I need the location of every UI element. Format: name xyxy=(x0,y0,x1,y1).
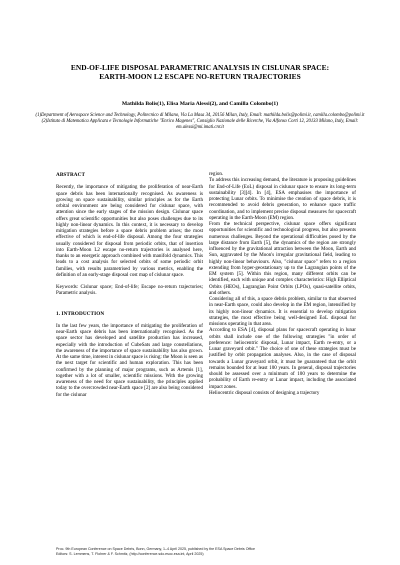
paragraph-1: region. xyxy=(209,171,224,177)
title-line-1: END-OF-LIFE DISPOSAL PARAMETRIC ANALYSIS IN CISLUNAR SPACE: xyxy=(70,63,330,72)
paragraph-5: According to ESA [4], disposal plans for spacecraft operating in lunar orbits shall include one of the following strategies "in order of preference: heliocentric disposal, Lunar impact, Earth re-entry, or a Lunar graveyard orbit." The choice of one of these strategies must be justified by orbit propagation analyses. Also, in the case of disposal towards a Lunar graveyard orbit, it must be guaranteed that the orbit remains bounded for at least 100 years. In general, disposal trajectories should be assessed over a minimum of 100 years to determine the probability of Earth re-entry or Lunar impact, including the associated impact zones. xyxy=(209,327,356,390)
paragraph-6: Heliocentric disposal consists of designing a trajectory xyxy=(209,389,320,396)
abstract-text: Recently, the importance of mitigating the proliferation of near-Earth space debris has been internationally recognised. As awareness is growing on space sustainability, similar principles as for the Earth orbital environment are being considered for cislunar space, with attention since the early stages of the mission design. Cislunar space offers great scientific opportunities but also poses challenges due to its highly non-linear dynamics. In this context, it is necessary to develop mitigation strategies before a space debris problem arises; the most effective of which is end-of-life disposal. Among the four strategies usually considered for disposal from periodic orbits, that of insertion into Earth-Moon L2 escape no-return trajectories is analysed here, thanks to an energetic approach combined with manifold dynamics. This leads to a cost analysis for selected orbits of some periodic orbit families, with results parametrised by various metrics, enabling the definition of an early-stage disposal cost map of cislunar space. xyxy=(56,184,203,278)
keywords: Keywords: Cislunar space; End-of-life; Escape no-return trajectories; Parametric analysis. xyxy=(56,284,203,297)
paragraph-4: Considering all of this, a space debris problem, similar to that observed in near-Earth space, could also develop in the EM region, intensified by its highly non-linear dynamics. It is essential to develop mitigation strategies, the most effective being well-designed EoL disposal for missions operating in that area. xyxy=(209,296,356,327)
title-line-2: EARTH-MOON L2 ESCAPE NO-RETURN TRAJECTORIES xyxy=(99,72,301,82)
footer-line-1: Proc. 9th European Conference on Space Debris, Bonn, Germany, 1–4 April 2025, published by the ESA Space Debris Office xyxy=(56,547,256,551)
page-footer xyxy=(56,547,356,557)
author-list xyxy=(40,101,360,108)
right-column xyxy=(209,171,356,396)
paper-title xyxy=(40,63,360,81)
authors: Mathilda Bolis(1), Elisa Maria Alessi(2), and Camilla Colombo(1) xyxy=(121,101,279,107)
left-column xyxy=(56,172,203,398)
intro-text: In the last few years, the importance of mitigating the proliferation of near-Earth space debris has been internationally recognised. As the space sector has developed and satellite production has increased, especially with the introduction of CubeSats and large constellations, the awareness of the importance of space sustainability has also grown. At the same time, interest in cislunar space is rising: the Moon is seen as the next target for scientific and human exploration. This has been confirmed by the planning of major programs, such as Artemis [1], together with a lot of smaller, scientific missions. With the growing awareness of the need for space sustainability, the principles applied today to the overcrowded near-Earth space [2] are also being considered for the cislunar xyxy=(56,322,203,398)
paragraph-2: To address this increasing demand, the literature is proposing guidelines for End-of-Life (EoL) disposal in cislunar space to ensure its long-term sustainability [3][4]. In [4], ESA emphasises the importance of protecting Lunar orbits. To minimise the creation of space debris, it is recommended to avoid debris generation, to enhance space traffic coordination, and to implement precise disposal measures for spacecraft operating in the Earth-Moon (EM) region. xyxy=(209,177,356,221)
affiliation-1: (1)Department of Aerospace Science and Technology, Politecnico di Milano, Via La Masa 34, 20156 Milan, Italy, Email: mathilda.bolis@polimi.it, camilla.colombo@polimi.it xyxy=(35,113,365,118)
footer-line-2: Editors: S. Lemmens, T. Flohrer & F. Schmitz, (http://conference.sdo.esoc.esa.int, April 2025) xyxy=(56,552,204,556)
affiliations xyxy=(30,113,370,131)
paragraph-3: From the technical perspective, cislunar space offers significant opportunities for scientific and technological progress, but also presents numerous challenges. Beyond the operational difficulties posed by the large distance from Earth [5], the dynamics of the region are strongly influenced by the gravitational attraction between the Moon, Earth and Sun, aggravated by the Moon's irregular gravitational field, leading to highly non-linear behaviours. Also, "cislunar space" refers to a region extending from hyper-geostationary up to the Lagrangian points of the EM system [5]. Within this region, many different orbits can be identified, each with unique and complex characteristics: High Elliptical Orbits (HEOs), Lagrangian Point Orbits (LPOs), quasi-satellite orbits, and others. xyxy=(209,221,356,296)
intro-heading: 1. INTRODUCTION xyxy=(56,310,105,317)
affiliation-2: (2)Istituto di Matematica Applicata e Tecnologie Informatiche "Enrico Magenes", Consiglio Nazionale delle Ricerche, Via Alfonso Corti 12, 20133 Milano, Italy, Email: em.alessi@mi.imati.cnr.it xyxy=(41,119,359,130)
abstract-heading: ABSTRACT xyxy=(56,172,86,178)
